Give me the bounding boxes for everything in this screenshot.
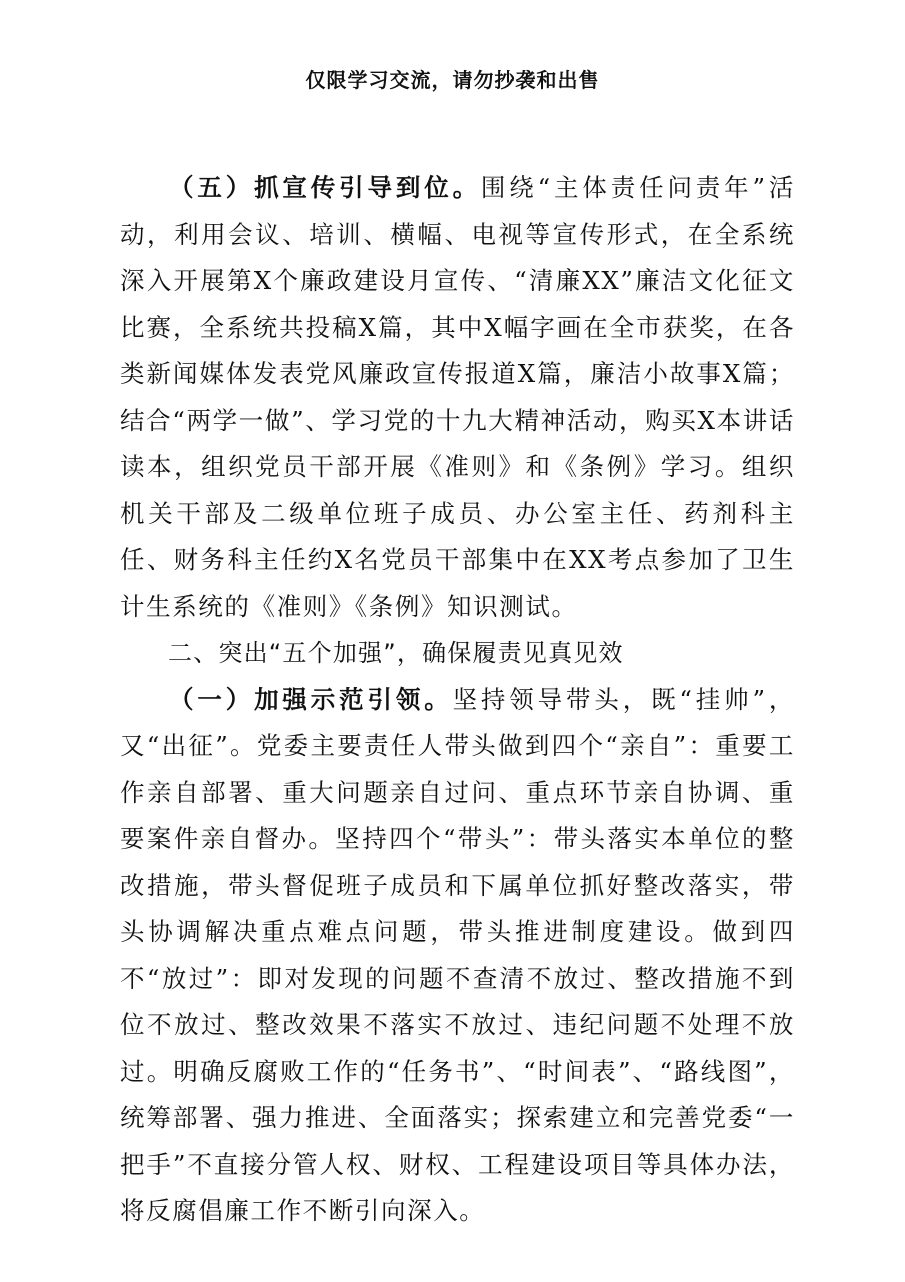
paragraph-demonstration xyxy=(120,677,795,1235)
paragraph-publicity xyxy=(120,165,795,630)
paragraph-text: 围绕“主体责任问责年”活动，利用会议、培训、横幅、电视等宣传形式，在全系统深入开展第X个廉政建设月宣传、“清廉XX”廉洁文化征文比赛，全系统共投稿X篇，其中X幅字画在全市获奖，在各类新闻媒体发表党风廉政宣传报道X篇，廉洁小故事X篇；结合“两学一做”、学习党的十九大精神活动，购买X本讲话读本，组织党员干部开展《准则》和《条例》学习。组织机关干部及二级单位班子成员、办公室主任、药剂科主任、财务科主任约X名党员干部集中在XX考点参加了卫生计生系统的《准则》《条例》知识测试。 xyxy=(120,173,795,621)
section-heading: 二、突出“五个加强”，确保履责见真见效 xyxy=(168,639,624,667)
paragraph-text: 坚持领导带头，既“挂帅”，又“出征”。党委主要责任人带头做到四个“亲自”：重要工作亲自部署、重大问题亲自过问、重点环节亲自协调、重要案件亲自督办。坚持四个“带头”：带头落实本单位的整改措施，带头督促班子成员和下属单位抓好整改落实，带头协调解决重点难点问题，带头推进制度建设。做到四不“放过”：即对发现的问题不查清不放过、整改措施不到位不放过、整改效果不落实不放过、违纪问题不处理不放过。明确反腐败工作的“任务书”、“时间表”、“路线图”，统筹部署、强力推进、全面落实；探索建立和完善党委“一把手”不直接分管人权、财权、工程建设项目等具体办法，将反腐倡廉工作不断引向深入。 xyxy=(120,684,796,1225)
document-body xyxy=(120,165,795,1235)
header-notice: 仅限学习交流，请勿抄袭和出售 xyxy=(305,68,600,92)
paragraph-lead: （五）抓宣传引导到位。 xyxy=(169,173,481,202)
paragraph-lead: （一）加强示范引领。 xyxy=(169,684,453,714)
